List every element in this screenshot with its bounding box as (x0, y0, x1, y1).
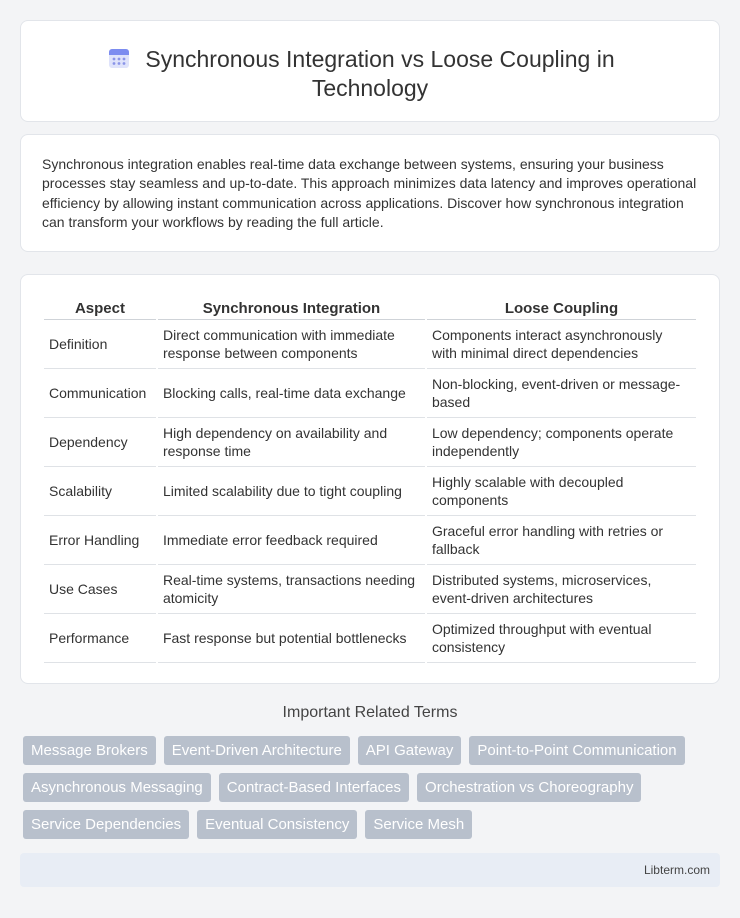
header-loose: Loose Coupling (427, 295, 696, 320)
table-cell: Scalability (44, 467, 156, 516)
table-row (44, 565, 696, 614)
table-row (44, 418, 696, 467)
related-terms-title: Important Related Terms (282, 704, 458, 721)
table-cell: Error Handling (44, 516, 156, 565)
tag-row (23, 773, 723, 802)
tag-service-dependencies[interactable]: Service Dependencies (23, 810, 189, 839)
table-cell: Distributed systems, microservices, event-driven architectures (427, 565, 696, 614)
table-row (44, 467, 696, 516)
table-row (44, 369, 696, 418)
table-cell: Real-time systems, transactions needing atomicity (158, 565, 425, 614)
table-cell: Dependency (44, 418, 156, 467)
page-title-line1: Synchronous Integration vs Loose Coupling in (145, 46, 615, 72)
table-row (44, 516, 696, 565)
tag-service-mesh[interactable]: Service Mesh (365, 810, 472, 839)
tag-eventual-consistency[interactable]: Eventual Consistency (197, 810, 357, 839)
comparison-card (20, 274, 720, 684)
intro-card (20, 134, 720, 252)
tag-asynchronous-messaging[interactable]: Asynchronous Messaging (23, 773, 211, 802)
table-cell: Highly scalable with decoupled components (427, 467, 696, 516)
table-cell: Definition (44, 320, 156, 369)
intro-text: Synchronous integration enables real-time data exchange between systems, ensuring your business processes stay seamless and up-to-date. This approach minimizes data latency and improves operational efficiency by allowing instant communication across applications. Discover how synchronous integration can transform your workflows by reading the full article. (42, 156, 697, 231)
table-cell: Optimized throughput with eventual consistency (427, 614, 696, 663)
page-title-line2: Technology (311, 75, 429, 101)
table-header-row (44, 295, 696, 320)
footer-brand[interactable]: Libterm.com (643, 863, 710, 877)
table-cell: Non-blocking, event-driven or message-based (427, 369, 696, 418)
comparison-table (42, 295, 698, 663)
table-row (44, 320, 696, 369)
tag-contract-based-interfaces[interactable]: Contract-Based Interfaces (219, 773, 409, 802)
page-title (21, 45, 719, 103)
tag-orchestration-vs-choreography[interactable]: Orchestration vs Choreography (417, 773, 641, 802)
related-terms (23, 736, 723, 847)
table-cell: Performance (44, 614, 156, 663)
table-cell: Direct communication with immediate response between components (158, 320, 425, 369)
tag-api-gateway[interactable]: API Gateway (358, 736, 462, 765)
table-cell: High dependency on availability and response time (158, 418, 425, 467)
tag-row (23, 736, 723, 765)
title-card (20, 20, 720, 122)
table-cell: Use Cases (44, 565, 156, 614)
header-aspect: Aspect (44, 295, 156, 320)
table-cell: Blocking calls, real-time data exchange (158, 369, 425, 418)
footer (20, 853, 720, 887)
tag-point-to-point-communication[interactable]: Point-to-Point Communication (469, 736, 684, 765)
table-cell: Low dependency; components operate independently (427, 418, 696, 467)
tag-event-driven-architecture[interactable]: Event-Driven Architecture (164, 736, 350, 765)
table-cell: Fast response but potential bottlenecks (158, 614, 425, 663)
tag-row (23, 810, 723, 839)
tag-message-brokers[interactable]: Message Brokers (23, 736, 156, 765)
table-cell: Communication (44, 369, 156, 418)
table-cell: Immediate error feedback required (158, 516, 425, 565)
table-row (44, 614, 696, 663)
header-synchronous: Synchronous Integration (158, 295, 425, 320)
table-cell: Limited scalability due to tight coupling (158, 467, 425, 516)
table-cell: Components interact asynchronously with minimal direct dependencies (427, 320, 696, 369)
table-cell: Graceful error handling with retries or fallback (427, 516, 696, 565)
